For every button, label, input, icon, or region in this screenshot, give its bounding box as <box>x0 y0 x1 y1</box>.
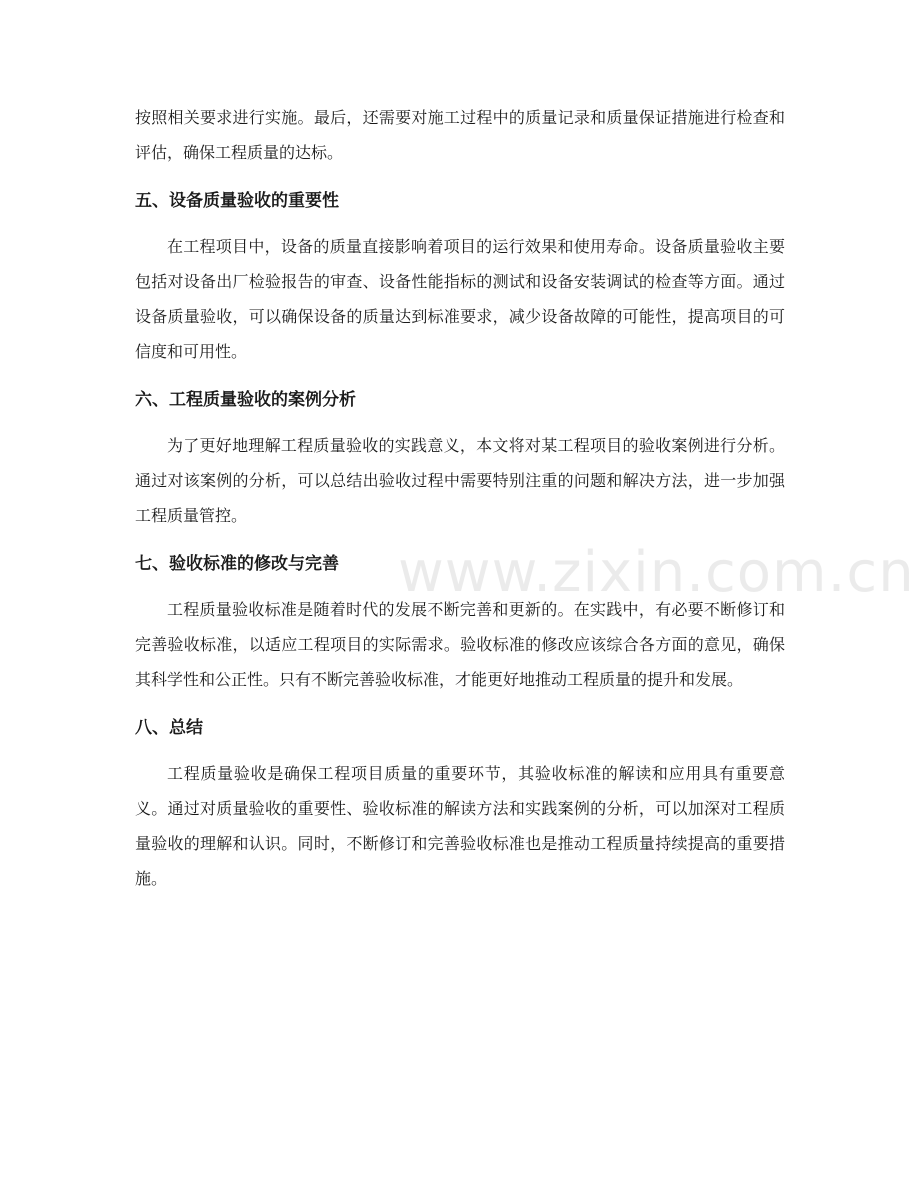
section-body-6: 为了更好地理解工程质量验收的实践意义，本文将对某工程项目的验收案例进行分析。通过对该案例的分析，可以总结出验收过程中需要特别注重的问题和解决方法，进一步加强工程质量管控。 <box>135 436 785 525</box>
section-heading-8: 八、总结 <box>135 718 203 738</box>
intro-paragraph: 按照相关要求进行实施。最后，还需要对施工过程中的质量记录和质量保证措施进行检查和评估，确保工程质量的达标。 <box>135 108 785 162</box>
section-body-7: 工程质量验收标准是随着时代的发展不断完善和更新的。在实践中，有必要不断修订和完善验收标准，以适应工程项目的实际需求。验收标准的修改应该综合各方面的意见，确保其科学性和公正性。只有不断完善验收标准，才能更好地推动工程质量的提升和发展。 <box>135 600 785 689</box>
section-heading-6: 六、工程质量验收的案例分析 <box>135 390 356 410</box>
section-heading-7: 七、验收标准的修改与完善 <box>135 554 339 574</box>
section-body-8: 工程质量验收是确保工程项目质量的重要环节，其验收标准的解读和应用具有重要意义。通过对质量验收的重要性、验收标准的解读方法和实践案例的分析，可以加深对工程质量验收的理解和认识。同时，不断修订和完善验收标准也是推动工程质量持续提高的重要措施。 <box>135 764 785 888</box>
section-heading-5: 五、设备质量验收的重要性 <box>135 191 339 211</box>
section-body-5: 在工程项目中，设备的质量直接影响着项目的运行效果和使用寿命。设备质量验收主要包括对设备出厂检验报告的审查、设备性能指标的测试和设备安装调试的检查等方面。通过设备质量验收，可以确保设备的质量达到标准要求，减少设备故障的可能性，提高项目的可信度和可用性。 <box>135 237 785 361</box>
document-body <box>135 100 785 896</box>
watermark-text: www.zixin.com.cn <box>398 540 915 605</box>
